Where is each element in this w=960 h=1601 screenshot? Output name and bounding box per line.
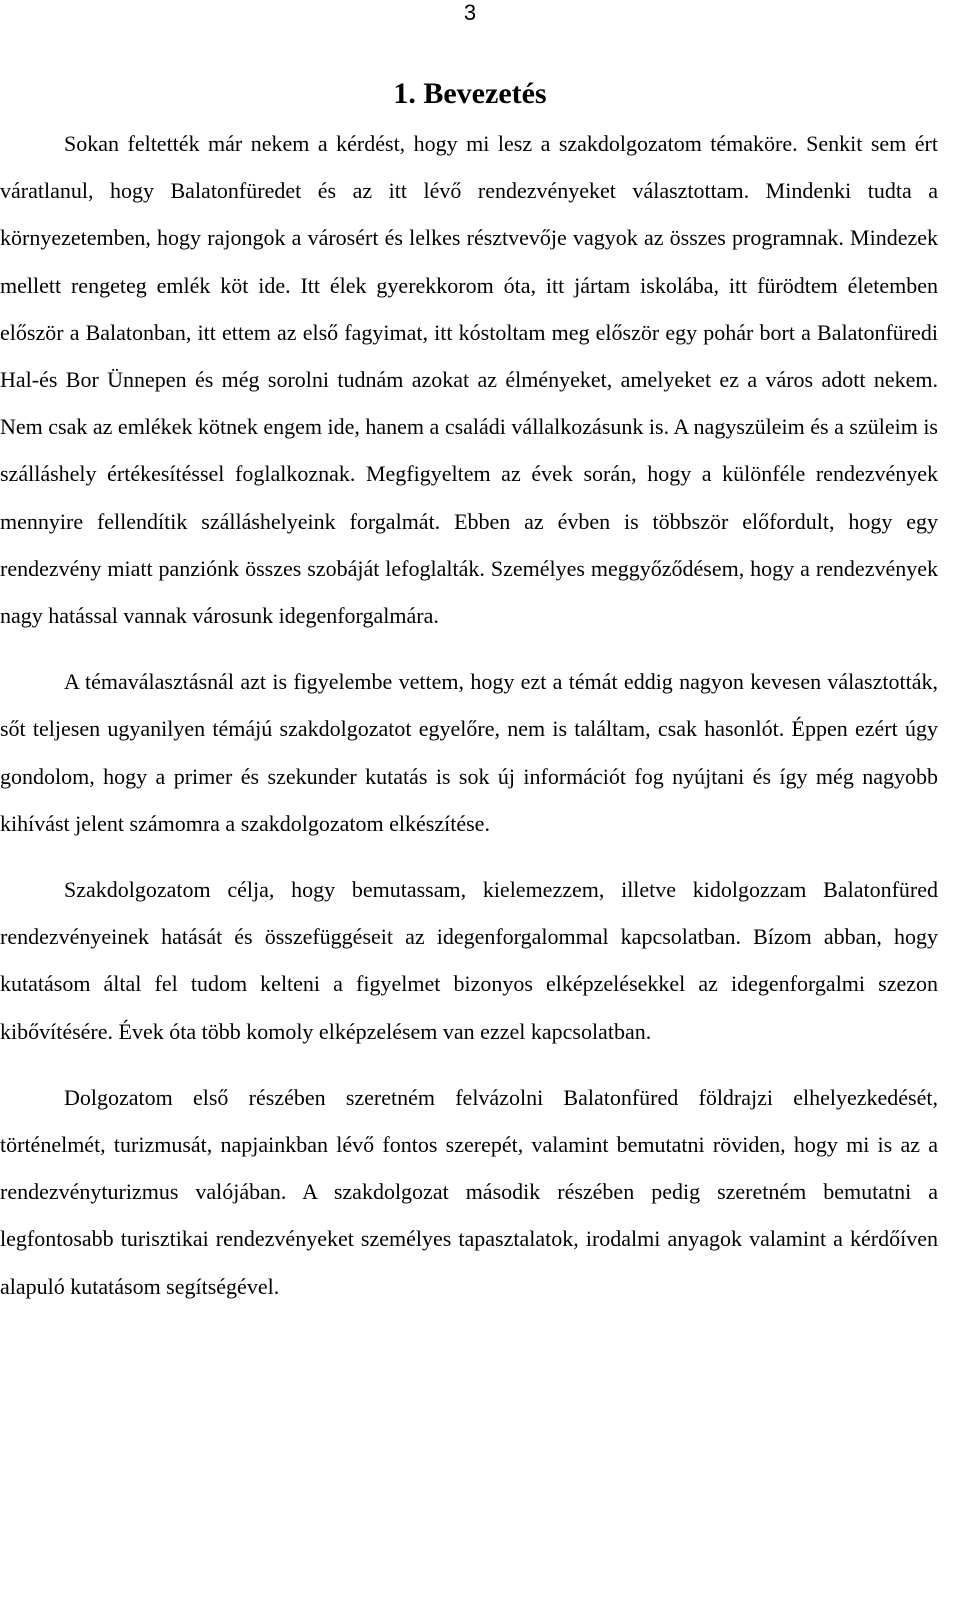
page-number: 3: [463, 0, 477, 25]
paragraph-topic-choice: A témaválasztásnál azt is figyelembe vettem, hogy ezt a témát eddig nagyon kevesen választották, sőt teljesen ugyanilyen témájú szakdolgozatot egyelőre, nem is találtam, csak hasonlót. Éppen ezért úgy gondolom, hogy a primer és szekunder kutatás is sok új információt fog nyújtani és így még nagyobb kihívást jelent számomra a szakdolgozatom elkészítése.: [0, 669, 938, 836]
paragraph-motivation: Sokan feltették már nekem a kérdést, hogy mi lesz a szakdolgozatom témaköre. Senkit sem ért váratlanul, hogy Balatonfüredet és az itt lévő rendezvényeket választottam. Mindenki tudta a környezetemben, hogy rajongok a városért és lelkes résztvevője vagyok az összes programnak. Mindezek mellett rengeteg emlék köt ide. Itt élek gyerekkorom óta, itt jártam iskolába, itt fürödtem életemben először a Balatonban, itt ettem az első fagyimat, itt kóstoltam meg először egy pohár bort a Balatonfüredi Hal-és Bor Ünnepen és még sorolni tudnám azokat az élményeket, amelyeket ez a város adott nekem. Nem csak az emlékek kötnek engem ide, hanem a családi vállalkozásunk is. A nagyszüleim és a szüleim is szálláshely értékesítéssel foglalkoznak. Megfigyeltem az évek során, hogy a különféle rendezvények mennyire fellendítik szálláshelyeink forgalmát. Ebben az évben is többször előfordult, hogy egy rendezvény miatt panziónk összes szobáját lefoglalták. Személyes meggyőződésem, hogy a rendezvények nagy hatással vannak városunk idegenforgalmára.: [0, 131, 938, 629]
paragraph-aim: Szakdolgozatom célja, hogy bemutassam, kielemezzem, illetve kidolgozzam Balatonfüred rendezvényeinek hatását és összefüggéseit az idegenforgalommal kapcsolatban. Bízom abban, hogy kutatásom által fel tudom kelteni a figyelmet bizonyos elképzelésekkel az idegenforgalmi szezon kibővítésére. Évek óta több komoly elképzelésem van ezzel kapcsolatban.: [0, 877, 938, 1044]
chapter-title: 1. Bevezetés: [393, 77, 547, 110]
paragraph-structure: Dolgozatom első részében szeretném felvázolni Balatonfüred földrajzi elhelyezkedését, történelmét, turizmusát, napjainkban lévő fontos szerepét, valamint bemutatni röviden, hogy mi is az a rendezvényturizmus valójában. A szakdolgozat második részében pedig szeretném bemutatni a legfontosabb turisztikai rendezvényeket személyes tapasztalatok, irodalmi anyagok valamint a kérdőíven alapuló kutatásom segítségével.: [0, 1084, 938, 1299]
body-text: [0, 120, 938, 1310]
